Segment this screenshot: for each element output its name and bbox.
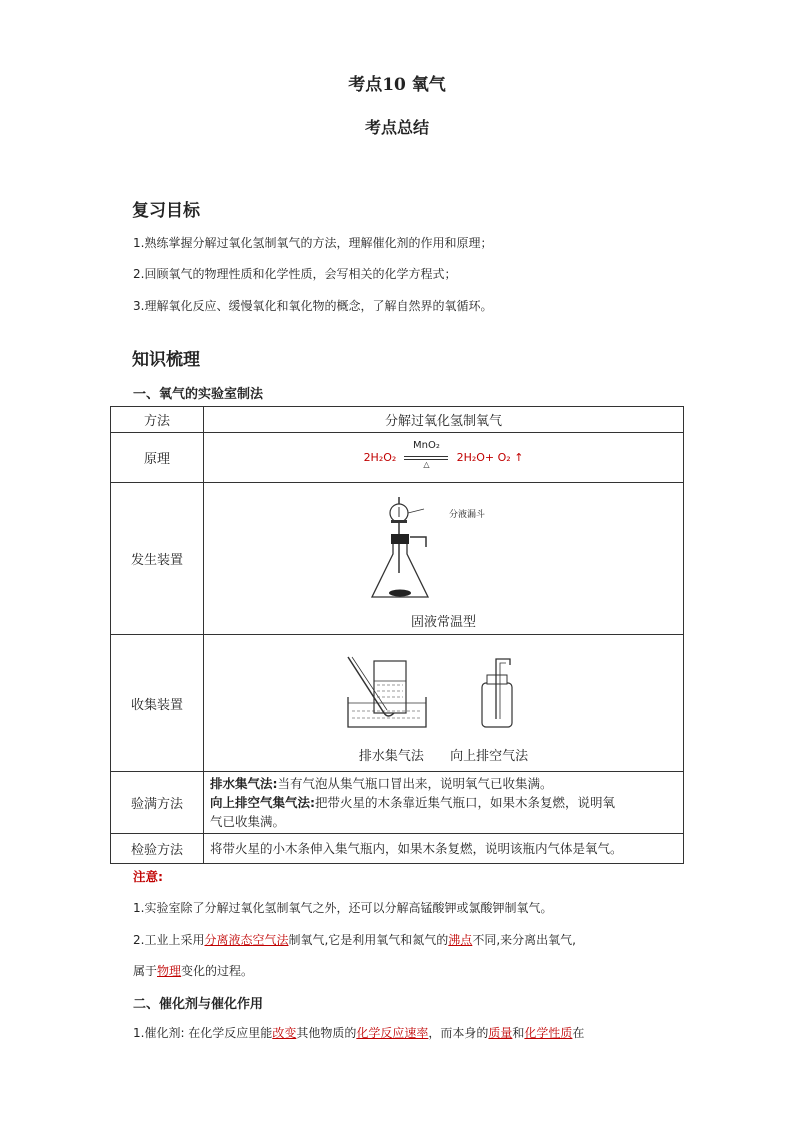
knowledge-heading: 知识梳理 xyxy=(132,350,200,370)
cat-b: 其他物质的 xyxy=(296,1026,357,1040)
review-item-3: 3.理解氧化反应、缓慢氧化和氧化物的概念，了解自然界的氧循环。 xyxy=(133,299,493,313)
funnel-label: 分液漏斗 xyxy=(449,510,486,520)
collect-caption-water: 排水集气法 xyxy=(358,748,424,764)
water-displacement-diagram xyxy=(348,657,426,727)
eq-condition xyxy=(404,439,448,469)
collect-label: 收集装置 xyxy=(111,635,204,772)
table-row xyxy=(111,483,684,635)
note-3-a: 属于 xyxy=(133,964,158,978)
generator-cell xyxy=(204,483,684,635)
check-text-1: 当有气泡从集气瓶口冒出来，说明氧气已收集满。 xyxy=(277,776,553,791)
collect-cell xyxy=(204,635,684,772)
note-2-a: 2.工业上采用 xyxy=(133,933,205,947)
collect-caption-air: 向上排空气法 xyxy=(450,748,529,764)
header-label: 方法 xyxy=(111,407,204,433)
note-3-underline: 物理 xyxy=(157,964,182,978)
eq-heat-symbol: △ xyxy=(423,459,430,469)
note-2 xyxy=(133,932,576,948)
check-text-3: 气已收集满。 xyxy=(210,814,286,829)
table-row xyxy=(111,433,684,483)
eq-catalyst: MnO₂ xyxy=(413,439,440,451)
cat-d: 和 xyxy=(512,1026,525,1040)
note-3 xyxy=(133,963,253,979)
cat-e: 在 xyxy=(572,1026,585,1040)
check-label: 验满方法 xyxy=(111,772,204,834)
table-row xyxy=(111,407,684,433)
review-item-2: 2.回顾氧气的物理性质和化学性质，会写相关的化学方程式； xyxy=(133,267,457,281)
cat-c: ，而本身的 xyxy=(428,1026,489,1040)
check-text xyxy=(204,772,684,834)
section1-heading: 一、氧气的实验室制法 xyxy=(133,387,264,402)
catalyst-definition xyxy=(133,1025,584,1041)
cat-underline-3: 质量 xyxy=(488,1026,513,1040)
note-1: 1.实验室除了分解过氧化氢制氧气之外，还可以分解高锰酸钾或氯酸钾制氧气。 xyxy=(133,901,553,915)
upward-air-displacement-diagram xyxy=(482,659,512,727)
test-label: 检验方法 xyxy=(111,834,204,864)
cat-underline-1: 改变 xyxy=(272,1026,297,1040)
note-2-underline-1: 分离液态空气法 xyxy=(204,933,289,947)
table-row xyxy=(111,772,684,834)
note-2-c: 不同,来分离出氧气, xyxy=(472,933,576,947)
generator-caption: 固液常温型 xyxy=(410,615,476,630)
eq-left: 2H₂O₂ xyxy=(363,451,397,464)
flask-apparatus-diagram xyxy=(364,489,524,609)
check-text-2: 把带火星的木条靠近集气瓶口，如果木条复燃，说明氧 xyxy=(315,795,616,810)
page-subtitle: 考点总结 xyxy=(364,118,429,137)
principle-equation xyxy=(204,433,684,483)
review-heading: 复习目标 xyxy=(132,201,200,221)
cat-underline-2: 化学反应速率 xyxy=(356,1026,429,1040)
review-item-1: 1.熟练掌握分解过氧化氢制氧气的方法，理解催化剂的作用和原理； xyxy=(133,236,493,250)
note-label: 注意: xyxy=(133,869,163,884)
note-2-b: 制氧气,它是利用氧气和氮气的 xyxy=(288,933,449,947)
header-value: 分解过氧化氢制氧气 xyxy=(204,407,684,433)
check-bold-2: 向上排空气集气法: xyxy=(210,795,315,810)
eq-right: 2H₂O+ O₂ ↑ xyxy=(456,451,524,464)
principle-label: 原理 xyxy=(111,433,204,483)
section2-heading: 二、催化剂与催化作用 xyxy=(133,997,264,1012)
collection-apparatus-diagram xyxy=(334,655,554,741)
table-row xyxy=(111,834,684,864)
lab-method-table xyxy=(110,406,684,864)
cat-a: 1.催化剂: 在化学反应里能 xyxy=(133,1026,273,1040)
cat-underline-4: 化学性质 xyxy=(524,1026,573,1040)
note-2-underline-2: 沸点 xyxy=(448,933,473,947)
table-row xyxy=(111,635,684,772)
check-bold-1: 排水集气法: xyxy=(210,776,278,791)
note-3-b: 变化的过程。 xyxy=(181,964,254,978)
generator-label: 发生装置 xyxy=(111,483,204,635)
collect-captions xyxy=(204,745,683,764)
test-text: 将带火星的小木条伸入集气瓶内，如果木条复燃，说明该瓶内气体是氧气。 xyxy=(204,834,684,864)
page-title: 考点10 氧气 xyxy=(348,75,446,95)
